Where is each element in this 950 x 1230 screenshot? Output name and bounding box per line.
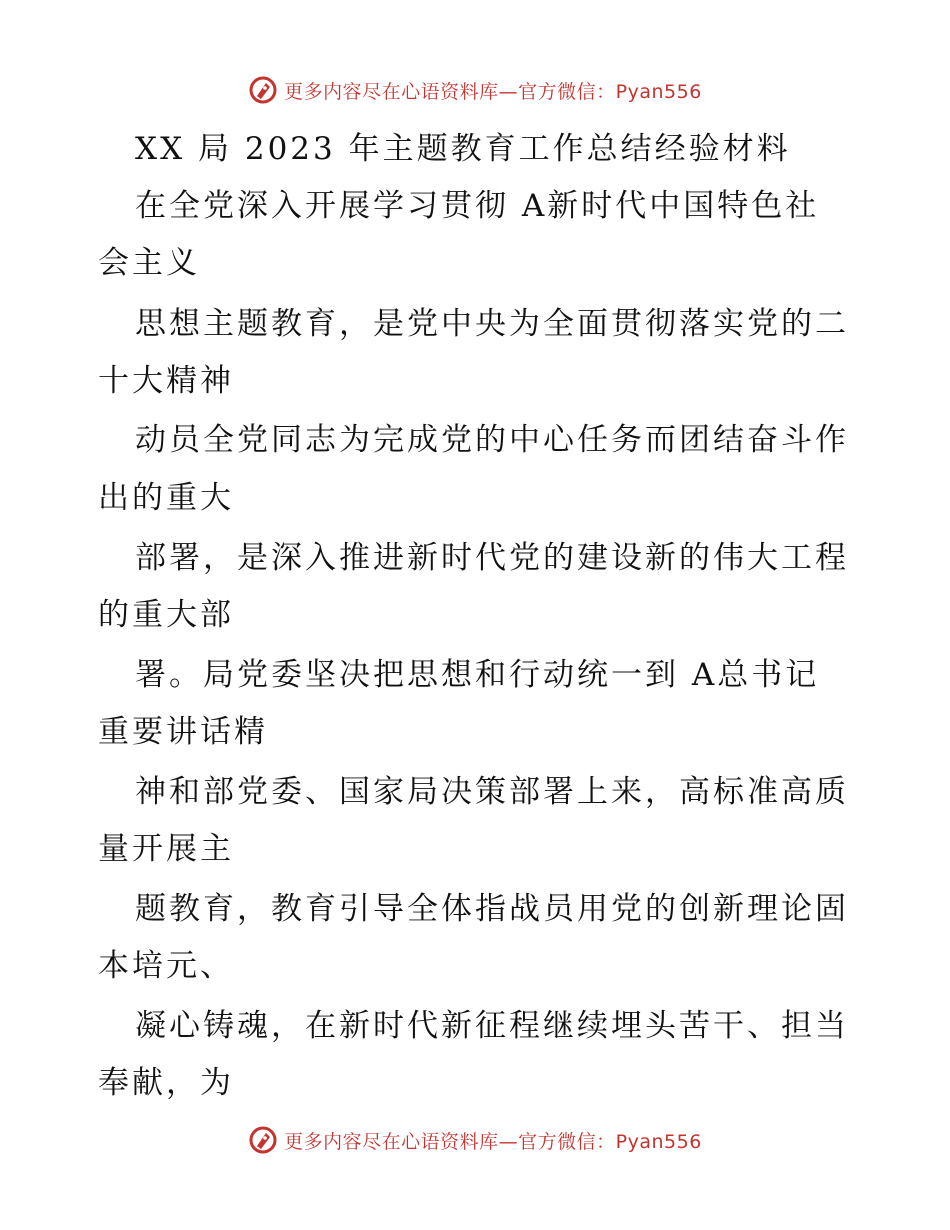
header-banner: [0, 70, 950, 110]
pen-nib-logo-icon: [248, 1125, 278, 1155]
header-text: 更多内容尽在心语资料库—官方微信：Pyan556: [284, 80, 702, 103]
text-line: 十大精神: [98, 363, 234, 399]
pen-nib-logo-icon: [248, 75, 278, 105]
text-line: 量开展主: [98, 831, 234, 867]
text-line: 本培元、: [98, 948, 234, 984]
text-line: 部署，是深入推进新时代党的建设新的伟大工程: [135, 540, 849, 576]
text-line: 凝心铸魂，在新时代新征程继续埋头苦干、担当: [135, 1008, 849, 1044]
text-line: 署。局党委坚决把思想和行动统一到 A总书记: [135, 657, 820, 693]
text-line: 题教育，教育引导全体指战员用党的创新理论固: [135, 891, 849, 927]
document-title: XX 局 2023 年主题教育工作总结经验材料: [135, 131, 791, 167]
text-line: 在全党深入开展学习贯彻 A新时代中国特色社: [135, 188, 820, 224]
text-line: 思想主题教育，是党中央为全面贯彻落实党的二: [135, 306, 849, 342]
footer-banner: [0, 1120, 950, 1160]
text-line: 奉献，为: [98, 1065, 234, 1101]
text-line: 动员全党同志为完成党的中心任务而团结奋斗作: [135, 422, 849, 458]
text-line: 出的重大: [98, 480, 234, 516]
text-line: 重要讲话精: [98, 714, 268, 750]
text-line: 神和部党委、国家局决策部署上来，高标准高质: [135, 774, 849, 810]
text-line: 会主义: [98, 245, 200, 281]
footer-text: 更多内容尽在心语资料库—官方微信：Pyan556: [284, 1130, 702, 1153]
text-line: 的重大部: [98, 597, 234, 633]
